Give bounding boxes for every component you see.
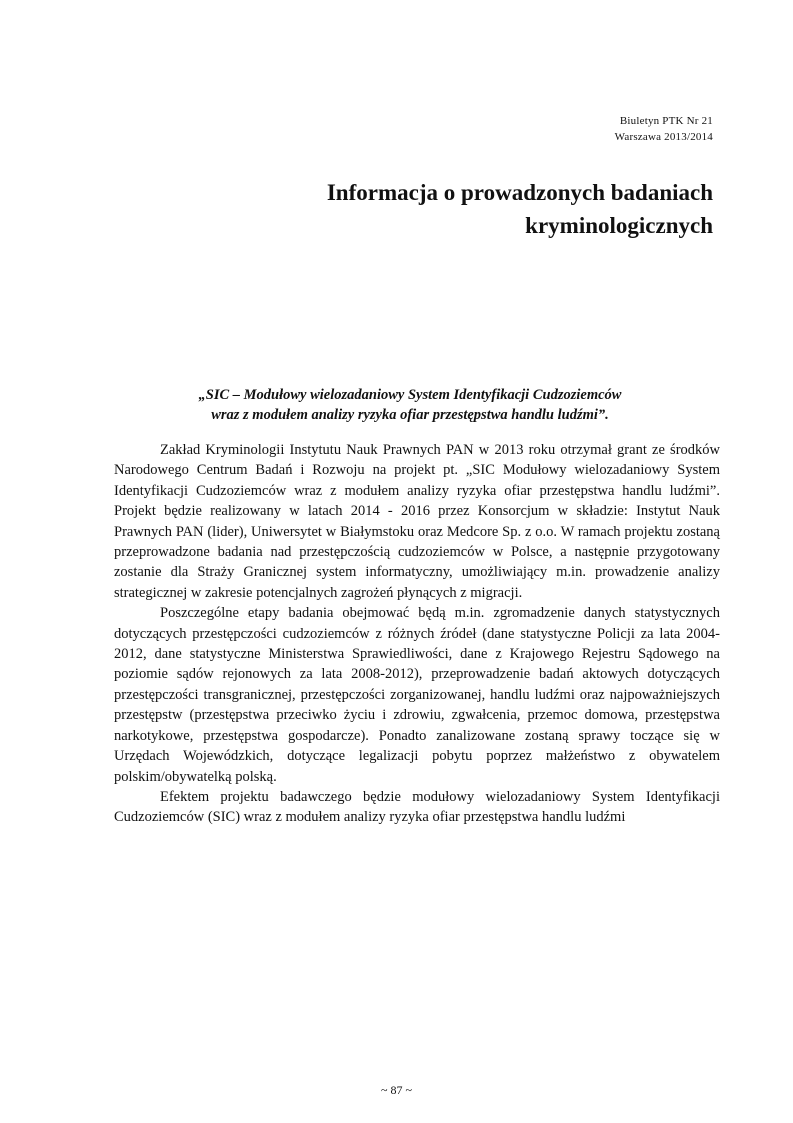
article-title [100, 385, 720, 425]
paragraph: Poszczególne etapy badania obejmować będą m.in. zgromadzenie danych statystycznych dotyczących przestępczości cudzoziemców z różnych źródeł (dane statystyczne Policji za lata 2004-2012, dane statystyczne Ministerstwa Sprawiedliwości, dane z Krajowego Rejestru Sądowego na poziomie sądów rejonowych za lata 2008-2012), przeprowadzenie badań aktowych dotyczących przestępczości transgranicznej, przestępczości zorganizowanej, handlu ludźmi oraz najpoważniejszych przestępstw (przestępstwa przeciwko życiu i zdrowiu, zgwałcenia, przemoc domowa, przestępstwa narkotykowe, przestępstwa gospodarcze). Ponadto zanalizowane zostaną sprawy toczące się w Urzędach Wojewódzkich, dotyczące legalizacji pobytu poprzez małżeństwo z obywatelem polskim/obywatelką polską. [114, 605, 720, 785]
page-number: ~ 87 ~ [381, 1083, 412, 1097]
page-title-line-1: Informacja o prowadzonych badaniach [326, 180, 713, 205]
article-title-line-2: wraz z modułem analizy ryzyka ofiar przestępstwa handlu ludźmi”. [211, 407, 609, 423]
bulletin-place-year: Warszawa 2013/2014 [614, 131, 713, 143]
article-body [114, 440, 720, 828]
page-title-line-2: kryminologicznych [525, 213, 713, 238]
page-title [113, 176, 713, 242]
bulletin-header [615, 113, 713, 145]
paragraph: Zakład Kryminologii Instytutu Nauk Prawnych PAN w 2013 roku otrzymał grant ze środków Narodowego Centrum Badań i Rozwoju na projekt pt. „SIC Modułowy wielozadaniowy System Identyfikacji Cudzoziemców wraz z modułem analizy ryzyka ofiar przestępstwa handlu ludźmi”. Projekt będzie realizowany w latach 2014 - 2016 przez Konsorcjum w składzie: Instytut Nauk Prawnych PAN (lider), Uniwersytet w Białymstoku oraz Medcore Sp. z o.o. W ramach projektu zostaną przeprowadzone badania nad przestępczością cudzoziemców w Polsce, a następnie przygotowany zostanie dla Straży Granicznej system informatyczny, umożliwiający m.in. prowadzenie analizy strategicznej w zakresie potencjalnych zagrożeń płynących z migracji. [114, 442, 720, 601]
paragraph: Efektem projektu badawczego będzie modułowy wielozadaniowy System Identyfikacji Cudzoziemców (SIC) wraz z modułem analizy ryzyka ofiar przestępstwa handlu ludźmi [114, 788, 720, 826]
article-title-line-1: „SIC – Modułowy wielozadaniowy System Identyfikacji Cudzoziemców [198, 387, 622, 403]
bulletin-name: Biuletyn PTK Nr 21 [619, 115, 713, 127]
